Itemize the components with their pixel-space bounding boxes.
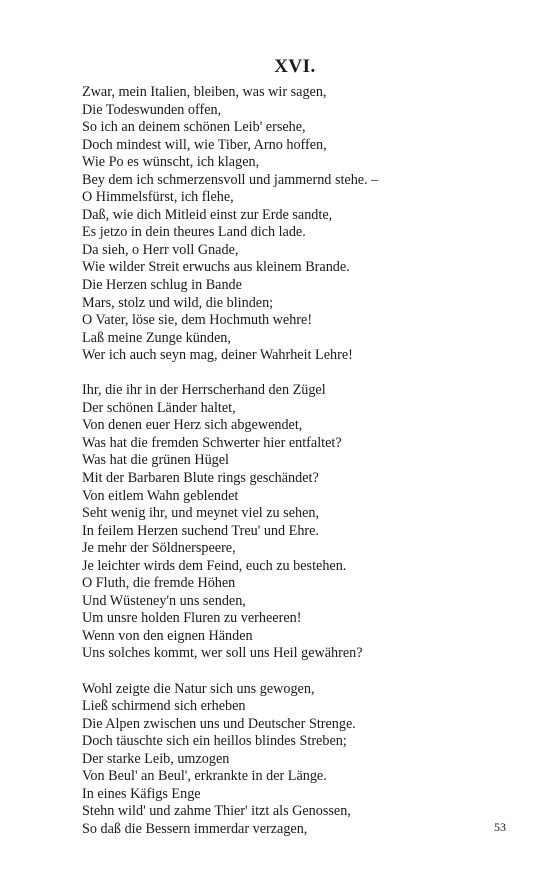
poem-line: O Fluth, die fremde Höhen	[82, 575, 236, 592]
poem-line: Von Beul' an Beul', erkrankte in der Länge.	[82, 768, 327, 785]
poem-line: Da sieh, o Herr voll Gnade,	[82, 241, 239, 258]
poem-line: Was hat die grünen Hügel	[82, 452, 229, 469]
poem-line: O Himmelsfürst, ich flehe,	[82, 189, 234, 206]
poem-line: Was hat die fremden Schwerter hier entfaltet?	[82, 434, 342, 451]
poem-line: In feilem Herzen suchend Treu' und Ehre.	[82, 522, 319, 539]
poem-line: Laß meine Zunge künden,	[82, 329, 231, 346]
poem-title: XVI.	[274, 56, 316, 77]
poem-line: Je mehr der Söldnerspeere,	[82, 540, 236, 557]
poem-line: Ihr, die ihr in der Herrscherhand den Zügel	[82, 382, 326, 399]
poem-line: O Vater, löse sie, dem Hochmuth wehre!	[82, 312, 313, 329]
poem-line: Uns solches kommt, wer soll uns Heil gewähren?	[82, 645, 363, 662]
poem-line: Wie Po es wünscht, ich klagen,	[82, 154, 260, 171]
poem-line: Von eitlem Wahn geblendet	[82, 487, 239, 504]
poem-line: Doch täuschte sich ein heillos blindes Streben;	[82, 733, 347, 750]
stanza	[82, 681, 522, 839]
poem-line: Die Todeswunden offen,	[82, 101, 222, 118]
poem-line: Und Wüsteney'n uns senden,	[82, 592, 246, 609]
poem-line: Die Herzen schlug in Bande	[82, 277, 242, 294]
poem-line: In eines Käfigs Enge	[82, 785, 201, 802]
poem-line: Seht wenig ihr, und meynet viel zu sehen,	[82, 505, 320, 522]
poem-body	[82, 84, 522, 856]
poem-line: Mit der Barbaren Blute rings geschändet?	[82, 469, 319, 486]
poem-line: Die Alpen zwischen uns und Deutscher Strenge.	[82, 715, 356, 732]
stanza	[82, 84, 522, 365]
poem-line: Um unsre holden Fluren zu verheeren!	[82, 610, 302, 627]
poem-line: Der schönen Länder haltet,	[82, 399, 236, 416]
poem-line: Ließ schirmend sich erheben	[82, 698, 246, 715]
poem-line: Daß, wie dich Mitleid einst zur Erde sandte,	[82, 206, 333, 223]
poem-line: Je leichter wirds dem Feind, euch zu bestehen.	[82, 557, 347, 574]
poem-line: Wenn von den eignen Händen	[82, 627, 253, 644]
poem-line: Wohl zeigte die Natur sich uns gewogen,	[82, 680, 315, 697]
poem-line: So ich an deinem schönen Leib' ersehe,	[82, 119, 306, 136]
poem-line: Stehn wild' und zahme Thier' itzt als Genossen,	[82, 803, 351, 820]
page-number: 53	[494, 820, 506, 834]
poem-line: Wie wilder Streit erwuchs aus kleinem Brande.	[82, 259, 350, 276]
poem-line: Doch mindest will, wie Tiber, Arno hoffen,	[82, 136, 327, 153]
stanza	[82, 382, 522, 663]
poem-line: Es jetzo in dein theures Land dich lade.	[82, 224, 306, 241]
poem-line: Wer ich auch seyn mag, deiner Wahrheit Lehre!	[82, 347, 353, 364]
poem-line: Bey dem ich schmerzensvoll und jammernd stehe. –	[82, 171, 379, 188]
poem-line: Zwar, mein Italien, bleiben, was wir sagen,	[82, 84, 327, 100]
poem-line: So daß die Bessern immerdar verzagen,	[82, 820, 308, 837]
poem-line: Mars, stolz und wild, die blinden;	[82, 294, 274, 311]
poem-line: Der starke Leib, umzogen	[82, 750, 230, 767]
poem-line: Von denen euer Herz sich abgewendet,	[82, 417, 303, 434]
